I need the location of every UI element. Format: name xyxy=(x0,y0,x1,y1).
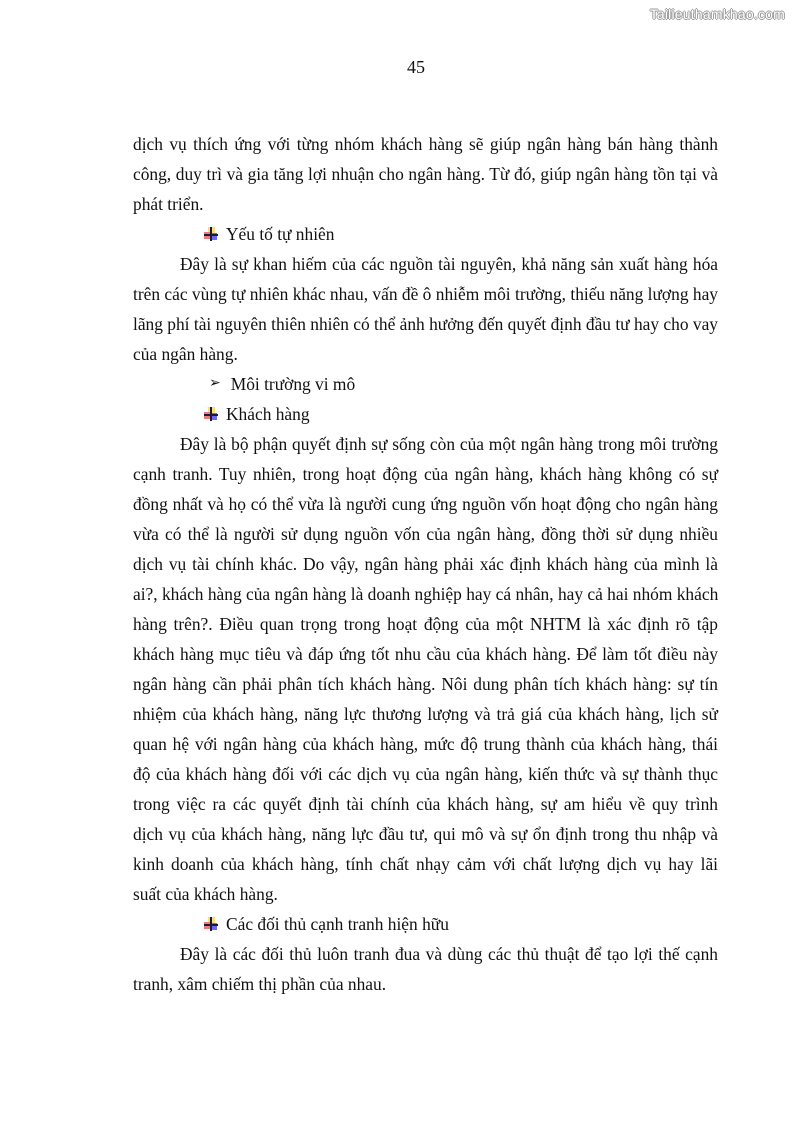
plus-bullet-icon xyxy=(204,917,218,931)
text-line: nhiệm của khách hàng, năng lực thương lượng và trả giá của khách hàng, lịch sử xyxy=(133,704,718,724)
text-line: quan hệ với ngân hàng của khách hàng, mức độ trung thành của khách hàng, thái xyxy=(133,734,718,754)
text-line: dịch vụ tài chính khác. Do vậy, ngân hàng phải xác định khách hàng của mình là xyxy=(133,554,718,574)
arrow-bullet-icon: ➢ xyxy=(209,376,221,391)
page-number: 45 xyxy=(407,57,425,77)
text-line: Đây là các đối thủ luôn tranh đua và dùng các thủ thuật để tạo lợi thế cạnh xyxy=(180,944,718,964)
text-line: ngân hàng cần phải phân tích khách hàng. Nôi dung phân tích khách hàng: sự tín xyxy=(133,674,718,694)
text-line: độ của khách hàng đối với các dịch vụ của ngân hàng, kiến thức và sự thành thục xyxy=(133,764,718,784)
text-line: trong việc ra các quyết định tài chính của khách hàng, sự am hiểu về quy trình xyxy=(133,794,718,814)
plus-bullet-icon xyxy=(204,407,218,421)
paragraph-natural-factors xyxy=(133,249,718,369)
text-line: của ngân hàng. xyxy=(133,344,238,364)
text-line: phát triển. xyxy=(133,194,204,214)
subheading-natural-factors xyxy=(204,219,718,249)
subheading-label: Yếu tố tự nhiên xyxy=(226,224,335,244)
text-line: khách hàng mục tiêu và đáp ứng tốt nhu cầu của khách hàng. Để làm tốt điều này xyxy=(133,644,718,664)
section-heading-micro-environment xyxy=(209,369,718,399)
text-line: đồng nhất và họ có thể vừa là người cung ứng nguồn vốn hoạt động cho ngân hàng xyxy=(133,494,718,514)
text-line: Đây là sự khan hiếm của các nguồn tài nguyên, khả năng sản xuất hàng hóa xyxy=(180,254,718,274)
text-line: cạnh tranh. Tuy nhiên, trong hoạt động của ngân hàng, khách hàng không có sự xyxy=(133,464,718,484)
text-line: tranh, xâm chiếm thị phần của nhau. xyxy=(133,974,387,994)
text-line: trên các vùng tự nhiên khác nhau, vấn đề ô nhiễm môi trường, thiếu năng lượng hay xyxy=(133,284,718,304)
text-line: ai?, khách hàng của ngân hàng là doanh nghiệp hay cá nhân, hay cả hai nhóm khách xyxy=(133,584,719,604)
text-line: kinh doanh của khách hàng, tính chất nhạy cảm với chất lượng dịch vụ hay lãi xyxy=(133,854,718,874)
text-line: Đây là bộ phận quyết định sự sống còn của một ngân hàng trong môi trường xyxy=(180,434,718,454)
subheading-label: Khách hàng xyxy=(226,404,310,424)
subheading-competitors xyxy=(204,909,718,939)
watermark: Tailieuthamkhao.com xyxy=(649,6,785,22)
text-line: hàng trên?. Điều quan trọng trong hoạt động của một NHTM là xác định rõ tập xyxy=(133,614,718,634)
document-body xyxy=(133,129,718,999)
text-line: công, duy trì và gia tăng lợi nhuận cho ngân hàng. Từ đó, giúp ngân hàng tồn tại và xyxy=(133,164,718,184)
plus-bullet-icon xyxy=(204,227,218,241)
paragraph-competitors xyxy=(133,939,718,999)
subheading-label: Các đối thủ cạnh tranh hiện hữu xyxy=(226,914,449,934)
section-heading-label: Môi trường vi mô xyxy=(230,374,356,394)
subheading-customers xyxy=(204,399,718,429)
text-line: dịch vụ thích ứng với từng nhóm khách hàng sẽ giúp ngân hàng bán hàng thành xyxy=(133,134,718,154)
text-line: vừa có thể là người sử dụng nguồn vốn của ngân hàng, đồng thời sử dụng nhiều xyxy=(133,524,718,544)
text-line: dịch vụ của khách hàng, năng lực đầu tư, qui mô và sự ổn định trong thu nhập và xyxy=(133,824,718,844)
text-line: lãng phí tài nguyên thiên nhiên có thể ảnh hưởng đến quyết định đầu tư hay cho vay xyxy=(133,314,718,334)
paragraph-continuation xyxy=(133,129,718,219)
text-line: suất của khách hàng. xyxy=(133,884,278,904)
paragraph-customers xyxy=(133,429,718,909)
